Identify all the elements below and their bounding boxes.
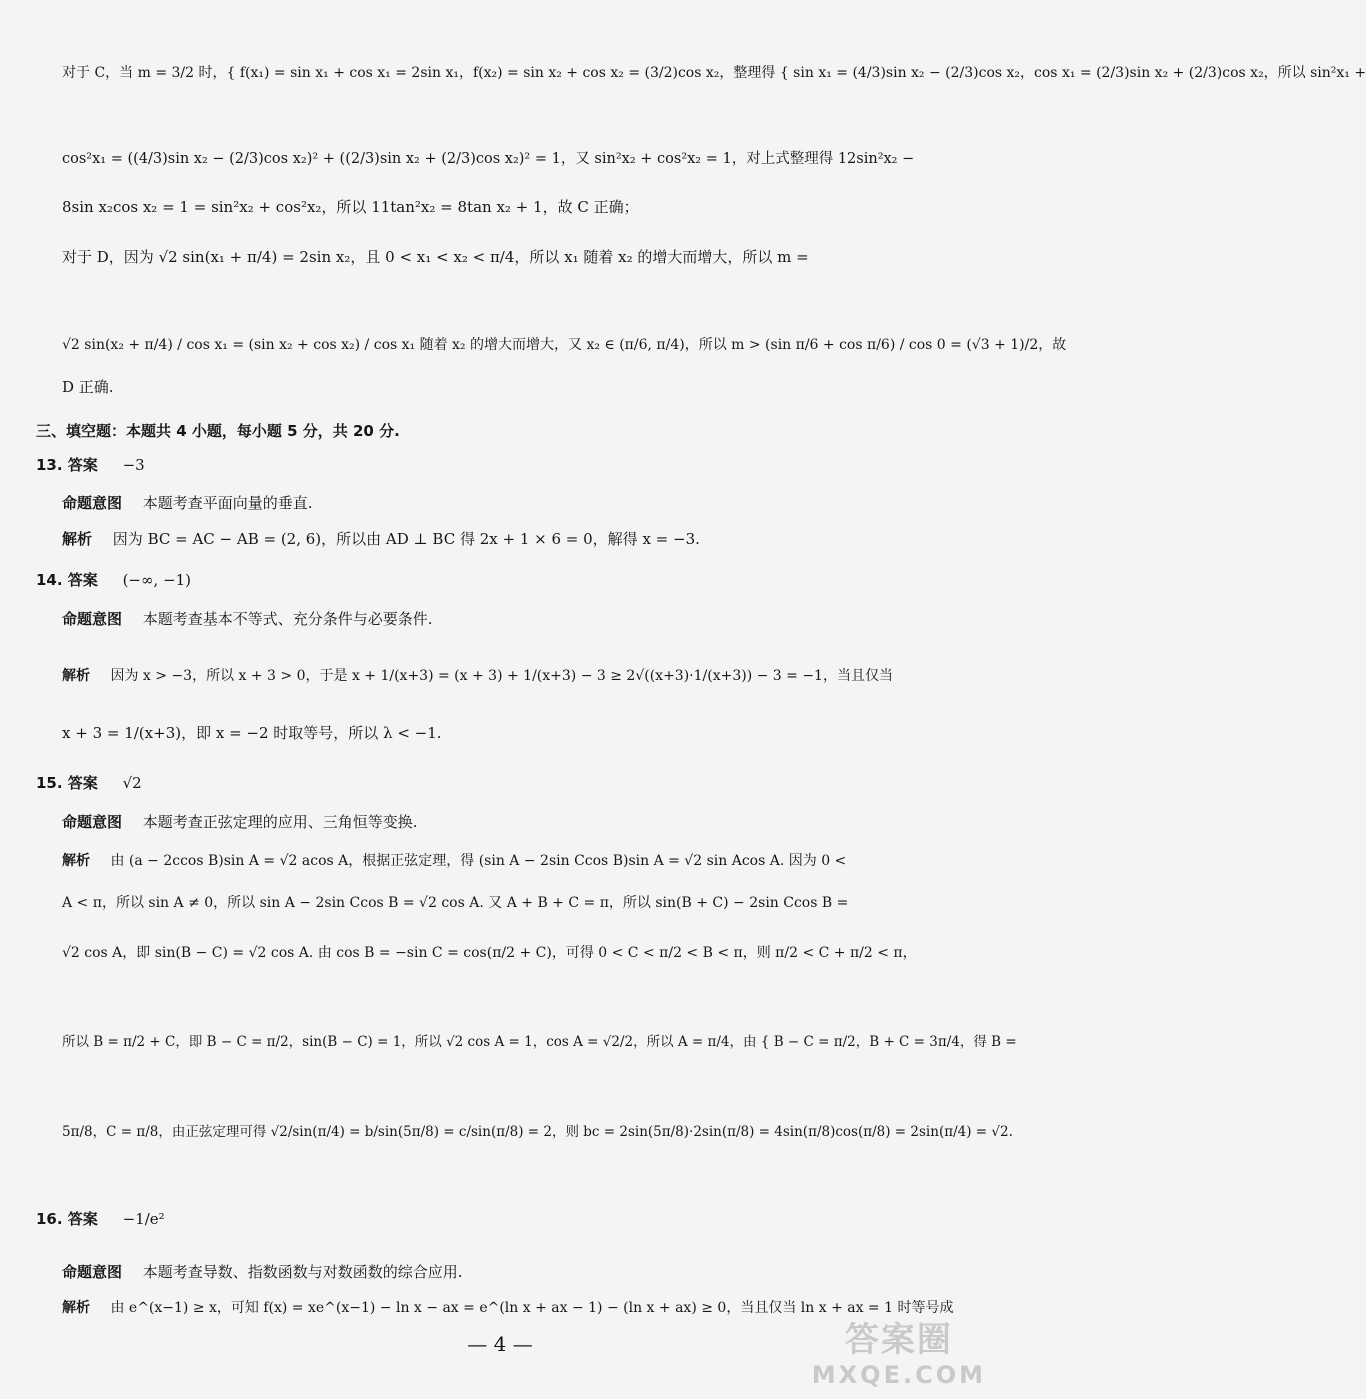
q13-analysis-label: 解析 xyxy=(62,530,93,548)
q15-analysis-label: 解析 xyxy=(62,853,90,869)
q16-answer: −1/e² xyxy=(122,1210,165,1228)
q16-answer-row xyxy=(36,1212,165,1227)
q15-intent-label: 命题意图 xyxy=(62,813,123,831)
q13-answer: −3 xyxy=(122,456,145,474)
q15-analysis-row-2: A < π，所以 sin A ≠ 0，所以 sin A − 2sin Ccos B = √2 cos A. 又 A + B + C = π，所以 sin(B + C) − 2sin Ccos B = xyxy=(62,895,849,911)
q15-answer-row xyxy=(36,776,142,791)
solution-c-line-2: cos²x₁ = ((4/3)sin x₂ − (2/3)cos x₂)² + ((2/3)sin x₂ + (2/3)cos x₂)² = 1，又 sin²x₂ + cos²x₂ = 1，对上式整理得 12sin²x₂ − xyxy=(62,151,915,167)
solution-d-line-1: 对于 D，因为 √2 sin(x₁ + π/4) = 2sin x₂，且 0 < x₁ < x₂ < π/4，所以 x₁ 随着 x₂ 的增大而增大，所以 m = xyxy=(62,248,809,266)
q13-answer-row xyxy=(36,458,145,473)
q14-analysis-1: 因为 x > −3，所以 x + 3 > 0，于是 x + 1/(x+3) = (x + 3) + 1/(x+3) − 3 ≥ 2√((x+3)·1/(x+3)) − 3 = −1，当且仅当 xyxy=(110,668,893,684)
watermark-line-1: 答案圈 xyxy=(844,1320,953,1360)
solution-d-line-3: D 正确. xyxy=(62,378,114,396)
q13-analysis-row xyxy=(62,532,700,547)
q16-answer-head: 16. 答案 xyxy=(36,1210,98,1228)
q14-analysis-label: 解析 xyxy=(62,668,90,684)
q13-analysis: 因为 BC = AC − AB = (2, 6)，所以由 AD ⊥ BC 得 2x + 1 × 6 = 0，解得 x = −3. xyxy=(112,530,700,548)
q15-analysis-row-3: √2 cos A，即 sin(B − C) = √2 cos A. 由 cos B = −sin C = cos(π/2 + C)，可得 0 < C < π/2 < B < π，则 π/2 < C + π/2 < π， xyxy=(62,945,917,961)
q15-analysis-row-5: 5π/8，C = π/8，由正弦定理可得 √2/sin(π/4) = b/sin(5π/8) = c/sin(π/8) = 2，则 bc = 2sin(5π/8)·2sin(π/8) = 4sin(π/8)cos(π/8) = 2sin(π/4) = √2. xyxy=(62,1124,1013,1140)
q15-answer: √2 xyxy=(122,774,142,792)
q16-intent-label: 命题意图 xyxy=(62,1263,123,1281)
q13-intent: 本题考查平面向量的垂直. xyxy=(142,494,313,512)
watermark xyxy=(812,1312,986,1389)
q15-intent: 本题考查正弦定理的应用、三角恒等变换. xyxy=(142,813,418,831)
q16-analysis-label: 解析 xyxy=(62,1300,90,1316)
q15-analysis-row-4: 所以 B = π/2 + C，即 B − C = π/2，sin(B − C) = 1，所以 √2 cos A = 1，cos A = √2/2，所以 A = π/4，由 { B − C = π/2，B + C = 3π/4，得 B = xyxy=(62,1034,1017,1050)
solution-c-line-3: 8sin x₂cos x₂ = 1 = sin²x₂ + cos²x₂，所以 11tan²x₂ = 8tan x₂ + 1，故 C 正确； xyxy=(62,198,639,216)
q16-analysis-1: 由 e^(x−1) ≥ x，可知 f(x) = xe^(x−1) − ln x − ax = e^(ln x + ax − 1) − (ln x + ax) ≥ 0，当且仅当 ln x + ax = 1 时等号成 xyxy=(110,1300,954,1316)
q14-analysis-row-2: x + 3 = 1/(x+3)，即 x = −2 时取等号，所以 λ < −1. xyxy=(62,724,442,742)
q15-intent-row xyxy=(62,815,418,830)
q15-answer-head: 15. 答案 xyxy=(36,774,98,792)
q14-answer-row xyxy=(36,573,191,588)
solution-d-line-2: √2 sin(x₂ + π/4) / cos x₁ = (sin x₂ + cos x₂) / cos x₁ 随着 x₂ 的增大而增大，又 x₂ ∈ (π/6, π/4)，所以 m > (sin π/6 + cos π/6) / cos 0 = (√3 + 1)/2，故 xyxy=(62,337,1067,353)
q14-answer: (−∞, −1) xyxy=(122,571,191,589)
q16-intent: 本题考查导数、指数函数与对数函数的综合应用. xyxy=(142,1263,463,1281)
section-header: 三、填空题：本题共 4 小题，每小题 5 分，共 20 分. xyxy=(36,422,400,440)
q13-answer-head: 13. 答案 xyxy=(36,456,98,474)
watermark-line-2: MXQE.COM xyxy=(811,1361,986,1389)
page-number: — 4 — xyxy=(467,1332,533,1356)
solution-c-line-1: 对于 C，当 m = 3/2 时，{ f(x₁) = sin x₁ + cos x₁ = 2sin x₁，f(x₂) = sin x₂ + cos x₂ = (3/2)cos x₂，整理得 { sin x₁ = (4/3)sin x₂ − (2/3)cos x₂，cos x₁ = (2/3)sin x₂ + (2/3)cos x₂，所以 sin²x₁ + xyxy=(62,65,1366,81)
q15-analysis-1: 由 (a − 2ccos B)sin A = √2 acos A，根据正弦定理，得 (sin A − 2sin Ccos B)sin A = √2 sin Acos A. 因为 0 < xyxy=(110,853,847,869)
q14-intent-row xyxy=(62,612,433,627)
q14-answer-head: 14. 答案 xyxy=(36,571,98,589)
q15-analysis-row-1 xyxy=(62,854,846,868)
q13-intent-row xyxy=(62,496,313,511)
q14-analysis-row-1 xyxy=(62,669,893,683)
q16-intent-row xyxy=(62,1265,463,1280)
q13-intent-label: 命题意图 xyxy=(62,494,123,512)
q14-intent-label: 命题意图 xyxy=(62,610,123,628)
q14-intent: 本题考查基本不等式、充分条件与必要条件. xyxy=(142,610,433,628)
